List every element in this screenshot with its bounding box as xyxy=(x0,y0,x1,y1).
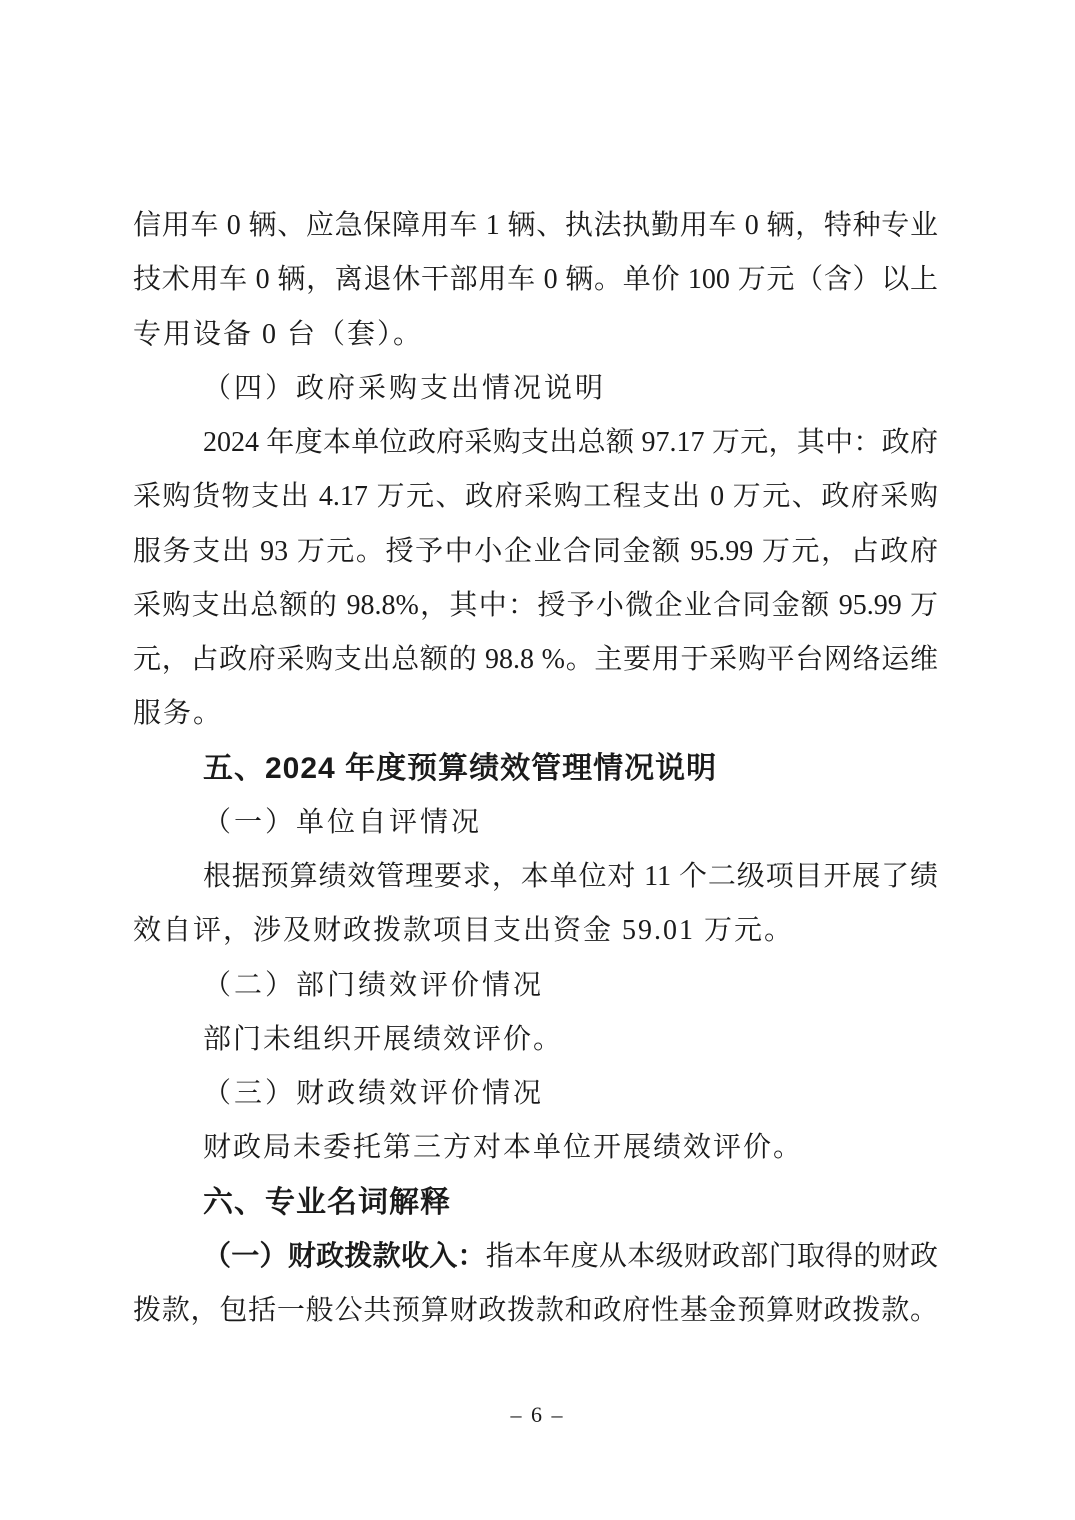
doc-line: 采购货物支出 4.17 万元、政府采购工程支出 0 万元、政府采购 xyxy=(133,481,938,513)
doc-line: 信用车 0 辆、应急保障用车 1 辆、执法执勤用车 0 辆，特种专业 xyxy=(133,210,938,241)
subsection-heading-dept-eval: （二）部门绩效评价情况 xyxy=(203,969,545,1001)
section-heading-terminology: 六、专业名词解释 xyxy=(203,1185,451,1219)
doc-line: 根据预算绩效管理要求，本单位对 11 个二级项目开展了绩 xyxy=(203,861,938,892)
section-heading-performance-mgmt: 五、2024 年度预算绩效管理情况说明 xyxy=(203,751,718,785)
doc-line: 元，占政府采购支出总额的 98.8 %。主要用于采购平台网络运维 xyxy=(133,644,938,675)
doc-line: 采购支出总额的 98.8%，其中：授予小微企业合同金额 95.99 万 xyxy=(133,589,938,621)
term-label: （一）财政拨款收入： xyxy=(203,1240,486,1272)
subsection-heading-finance-eval: （三）财政绩效评价情况 xyxy=(203,1078,545,1109)
doc-line: 效自评，涉及财政拨款项目支出资金 59.01 万元。 xyxy=(133,915,795,947)
doc-line: 部门未组织开展绩效评价。 xyxy=(203,1023,564,1055)
doc-line: 服务。 xyxy=(133,698,224,730)
doc-line: 财政局未委托第三方对本单位开展绩效评价。 xyxy=(203,1132,804,1164)
doc-line: 技术用车 0 辆，离退休干部用车 0 辆。单价 100 万元（含）以上 xyxy=(133,264,938,296)
term-definition-line xyxy=(133,1230,938,1284)
doc-line: 专用设备 0 台（套）。 xyxy=(133,318,424,350)
doc-line: 2024 年度本单位政府采购支出总额 97.17 万元，其中：政府 xyxy=(203,427,938,458)
subsection-heading-gov-procurement: （四）政府采购支出情况说明 xyxy=(203,372,607,404)
document-text-block xyxy=(133,199,938,1338)
subsection-heading-self-eval: （一）单位自评情况 xyxy=(203,806,483,838)
term-definition-text: 指本年度从本级财政部门取得的财政 xyxy=(485,1240,938,1272)
page-number: – 6 – xyxy=(510,1402,565,1427)
doc-line: 服务支出 93 万元。授予中小企业合同金额 95.99 万元，占政府 xyxy=(133,535,938,567)
doc-line: 拨款，包括一般公共预算财政拨款和政府性基金预算财政拨款。 xyxy=(133,1295,938,1326)
